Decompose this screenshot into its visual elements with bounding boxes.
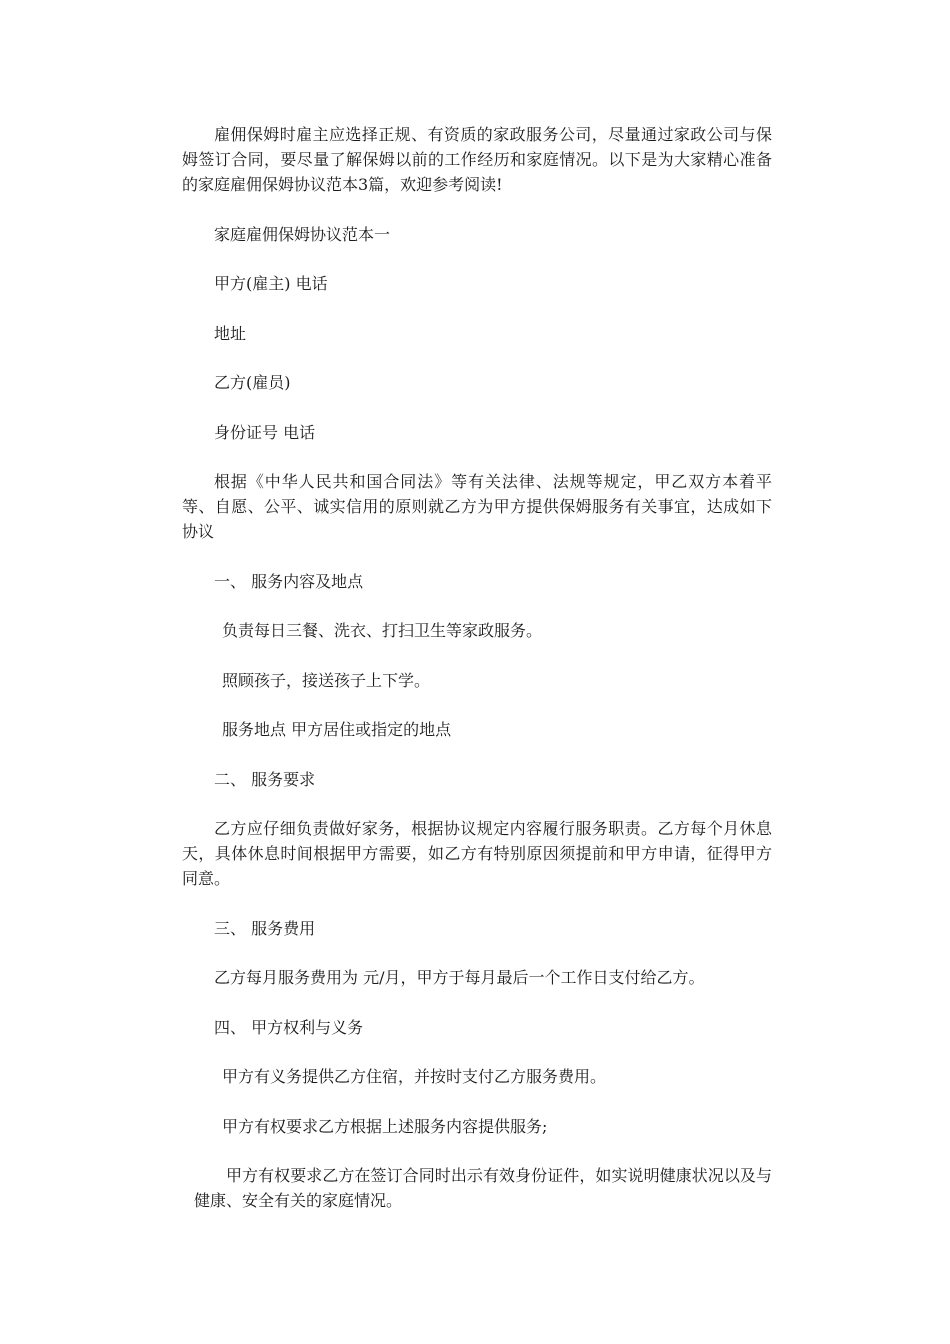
party-a-line: 甲方(雇主) 电话 [214,274,328,293]
service-item-1: 负责每日三餐、洗衣、打扫卫生等家政服务。 [222,621,543,640]
service-requirements: 乙方应仔细负责做好家务，根据协议规定内容履行服务职责。乙方每个月休息 天，具体休息时间根据甲方需要，如乙方有特别原因须提前和甲方申请，征得甲方同意。 [182,819,772,888]
section-1-heading: 一、 服务内容及地点 [214,571,364,591]
section-2-heading: 二、 服务要求 [214,769,316,789]
party-b-line: 乙方(雇员) [214,373,291,392]
service-fee: 乙方每月服务费用为 元/月，甲方于每月最后一个工作日支付给乙方。 [214,968,705,987]
section-4-heading: 四、 甲方权利与义务 [214,1017,364,1037]
service-item-2: 照顾孩子，接送孩子上下学。 [222,670,431,690]
section-3-heading: 三、 服务费用 [214,918,316,938]
party-a-right-2: 甲方有权要求乙方在签订合同时出示有效身份证件，如实说明健康状况以及与健康、安全有关的家庭情况。 [194,1166,772,1210]
intro-paragraph: 雇佣保姆时雇主应选择正规、有资质的家政服务公司，尽量通过家政公司与保姆签订合同，要尽量了解保姆以前的工作经历和家庭情况。以下是为大家精心准备的家庭雇佣保姆协议范本3篇，欢迎参考阅读! [182,125,772,194]
address-line: 地址 [214,323,247,343]
document-body [182,122,772,1238]
document-title: 家庭雇佣保姆协议范本一 [214,224,391,244]
party-a-right-1: 甲方有权要求乙方根据上述服务内容提供服务; [222,1116,548,1136]
id-number-line: 身份证号 电话 [214,422,316,442]
party-a-duty-1: 甲方有义务提供乙方住宿，并按时支付乙方服务费用。 [222,1067,607,1086]
agreement-preamble: 根据《中华人民共和国合同法》等有关法律、法规等规定，甲乙双方本着平等、自愿、公平、诚实信用的原则就乙方为甲方提供保姆服务有关事宜，达成如下协议 [182,472,772,541]
service-location: 服务地点 甲方居住或指定的地点 [222,720,452,739]
